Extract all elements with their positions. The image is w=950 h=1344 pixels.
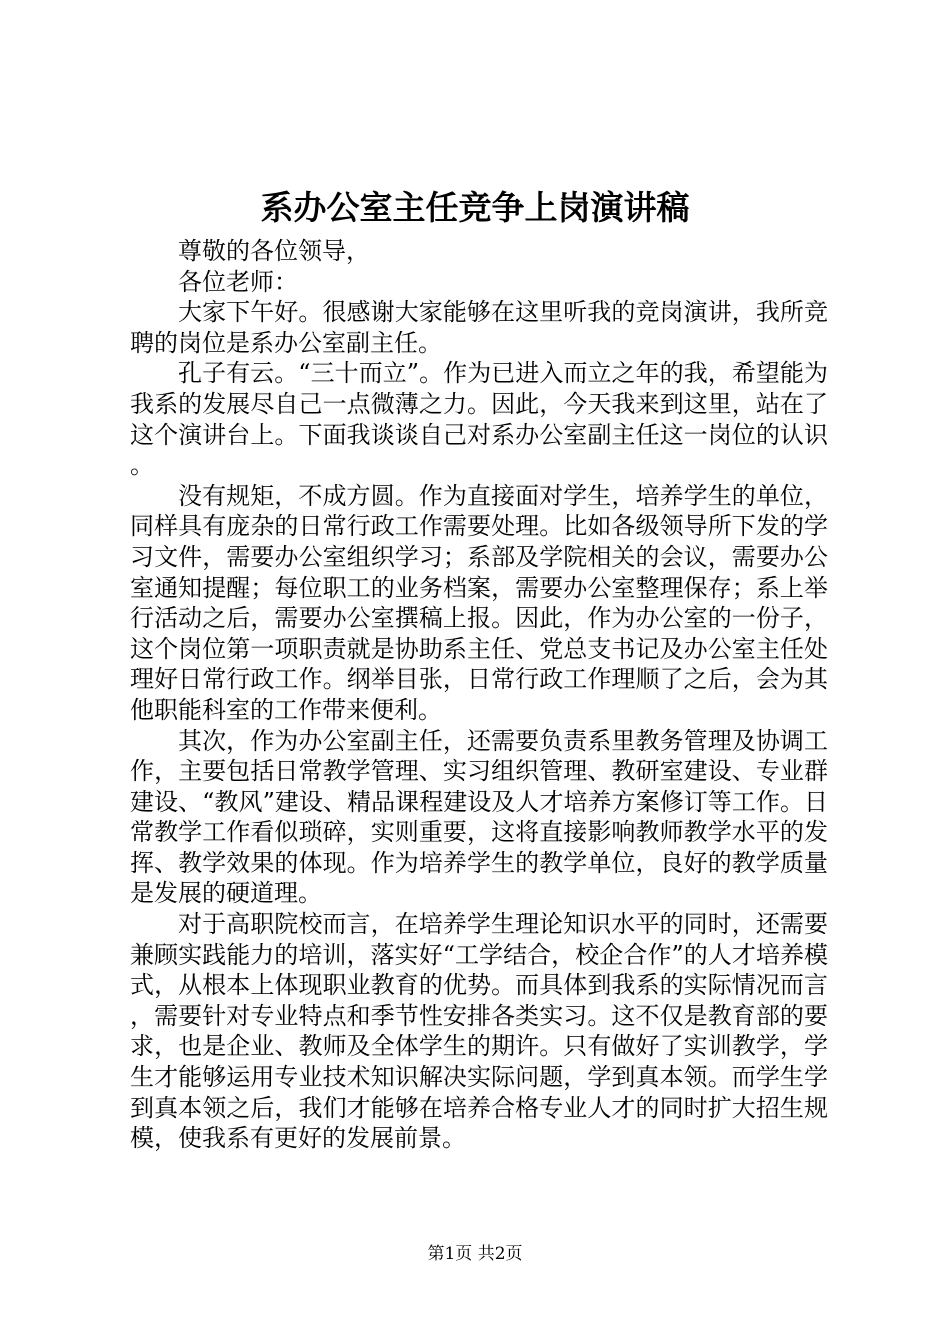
paragraph-practical-training: 对于高职院校而言，在培养学生理论知识水平的同时，还需要兼顾实践能力的培训，落实好“工学结合，校企合作”的人才培养模式，从根本上体现职业教育的优势。而具体到我系的实际情况而言，需要针对专业特点和季节性安排各类实习。这不仅是教育部的要求，也是企业、教师及全体学生的期许。只有做好了实训教学，学生才能够运用专业技术知识解决实际问题，学到真本领。而学生学到真本领之后，我们才能够在培养合格专业人才的同时扩大招生规模，使我系有更好的发展前景。	[130, 910, 828, 1153]
document-title: 系办公室主任竞争上岗演讲稿	[260, 188, 690, 227]
page-number-footer: 第1页 共2页	[427, 1244, 523, 1264]
document-body	[130, 236, 828, 1154]
salutation-leaders: 尊敬的各位领导，	[178, 237, 370, 265]
paragraph-teaching-management: 其次，作为办公室副主任，还需要负责系里教务管理及协调工作，主要包括日常教学管理、实习组织管理、教研室建设、专业群建设、“教风”建设、精品课程建设及人才培养方案修订等工作。日常教学工作看似琐碎，实则重要，这将直接影响教师教学水平的发挥、教学效果的体现。作为培养学生的教学单位，良好的教学质量是发展的硬道理。	[130, 726, 828, 908]
salutation-teachers: 各位老师：	[178, 267, 298, 296]
paragraph-confucius: 孔子有云。“三十而立”。作为已进入而立之年的我，希望能为我系的发展尽自己一点微薄之力。因此，今天我来到这里，站在了这个演讲台上。下面我谈谈自己对系办公室副主任这一岗位的认识。	[130, 359, 828, 480]
paragraph-admin-duties: 没有规矩，不成方圆。作为直接面对学生，培养学生的单位，同样具有庞杂的日常行政工作需要处理。比如各级领导所下发的学习文件，需要办公室组织学习；系部及学院相关的会议，需要办公室通知提醒；每位职工的业务档案，需要办公室整理保存；系上举行活动之后，需要办公室撰稿上报。因此，作为办公室的一份子，这个岗位第一项职责就是协助系主任、党总支书记及办公室主任处理好日常行政工作。纲举目张，日常行政工作理顺了之后，会为其他职能科室的工作带来便利。	[130, 481, 828, 724]
paragraph-greeting: 大家下午好。很感谢大家能够在这里听我的竞岗演讲，我所竞聘的岗位是系办公室副主任。	[130, 298, 828, 357]
